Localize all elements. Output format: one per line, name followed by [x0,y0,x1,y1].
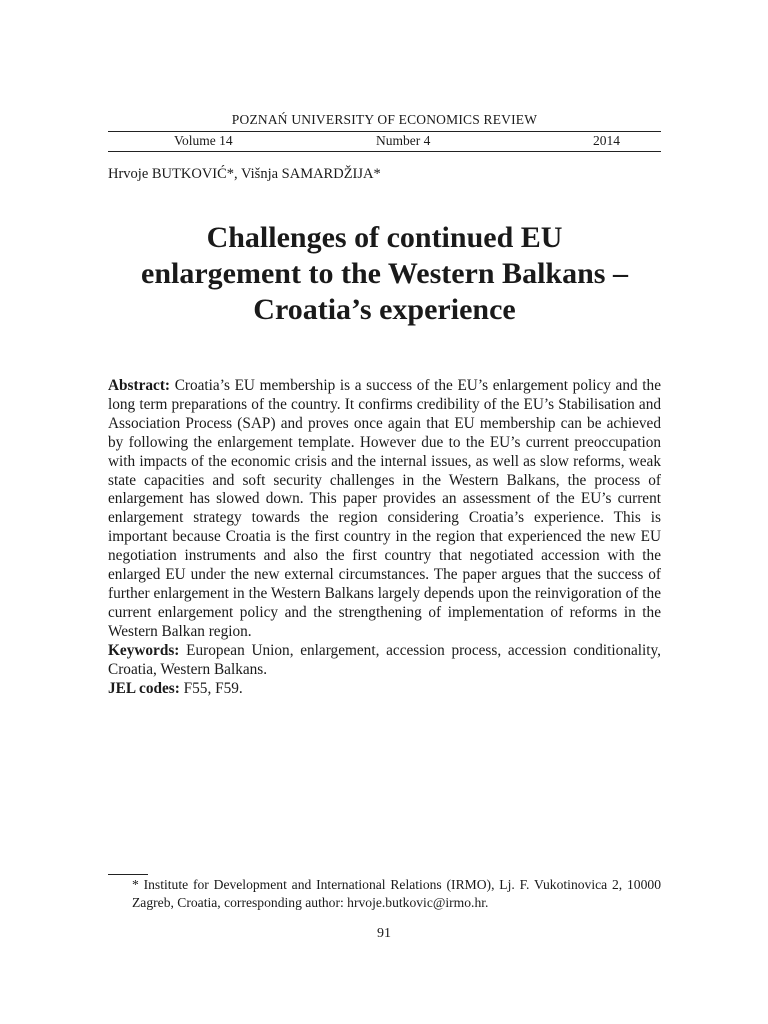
header-rule-bottom [108,151,661,152]
issue-info [108,133,661,151]
number-label: Number 4 [376,133,431,148]
abstract-paragraph [108,377,661,642]
volume-label: Volume 14 [174,133,233,148]
footnote-rule [108,874,148,875]
title-line: Croatia’s experience [253,293,516,326]
keywords-paragraph [108,642,661,680]
jel-label: JEL codes: [108,679,180,697]
keywords-label: Keywords: [108,641,180,659]
abstract-text: Croatia’s EU membership is a success of the EU’s enlargement policy and the long term preparations of the country. It confirms credibility of the EU’s Stabilisation and Association Process (SAP) and proves once again that EU membership can be achieved by following the enlargement template. However due to the EU’s current preoccupation with impacts of the economic crisis and the internal issues, as well as slow reforms, weak state capacities and soft security challenges in the Western Balkans, the process of enlargement has slowed down. This paper provides an assessment of the EU’s current enlargement strategy towards the region considering Croatia’s experience. This is important because Croatia is the first country in the region that experienced the new EU negotiation instruments and also the first country that negotiated accession with the enlarged EU under the new external circumstances. The paper argues that the success of further enlargement in the Western Balkans largely depends upon the reinvigoration of the current enlargement policy and the strengthening of implementation of reforms in the Western Balkan region. [108,377,661,640]
title-line: enlargement to the Western Balkans – [141,257,628,290]
author-line: Hrvoje BUTKOVIĆ*, Višnja SAMARDŽIJA* [108,166,381,182]
jel-text: F55, F59. [183,679,243,697]
year-label: 2014 [593,133,620,148]
journal-title: POZNAŃ UNIVERSITY OF ECONOMICS REVIEW [231,112,538,127]
abstract-block [108,377,661,698]
jel-paragraph [108,680,661,699]
abstract-label: Abstract: [108,377,171,394]
footnote-text: * Institute for Development and International Relations (IRMO), Lj. F. Vukotinovica 2, 10000 Zagreb, Croatia, corresponding author: hrvoje.butkovic@irmo.hr. [132,877,661,910]
paper-title [100,220,669,328]
keywords-text: European Union, enlargement, accession process, accession conditionality, Croatia, Western Balkans. [108,641,661,678]
page-number: 91 [377,926,391,941]
footnote [108,876,661,912]
header-rule-top [108,131,661,132]
title-line: Challenges of continued EU [206,221,563,254]
